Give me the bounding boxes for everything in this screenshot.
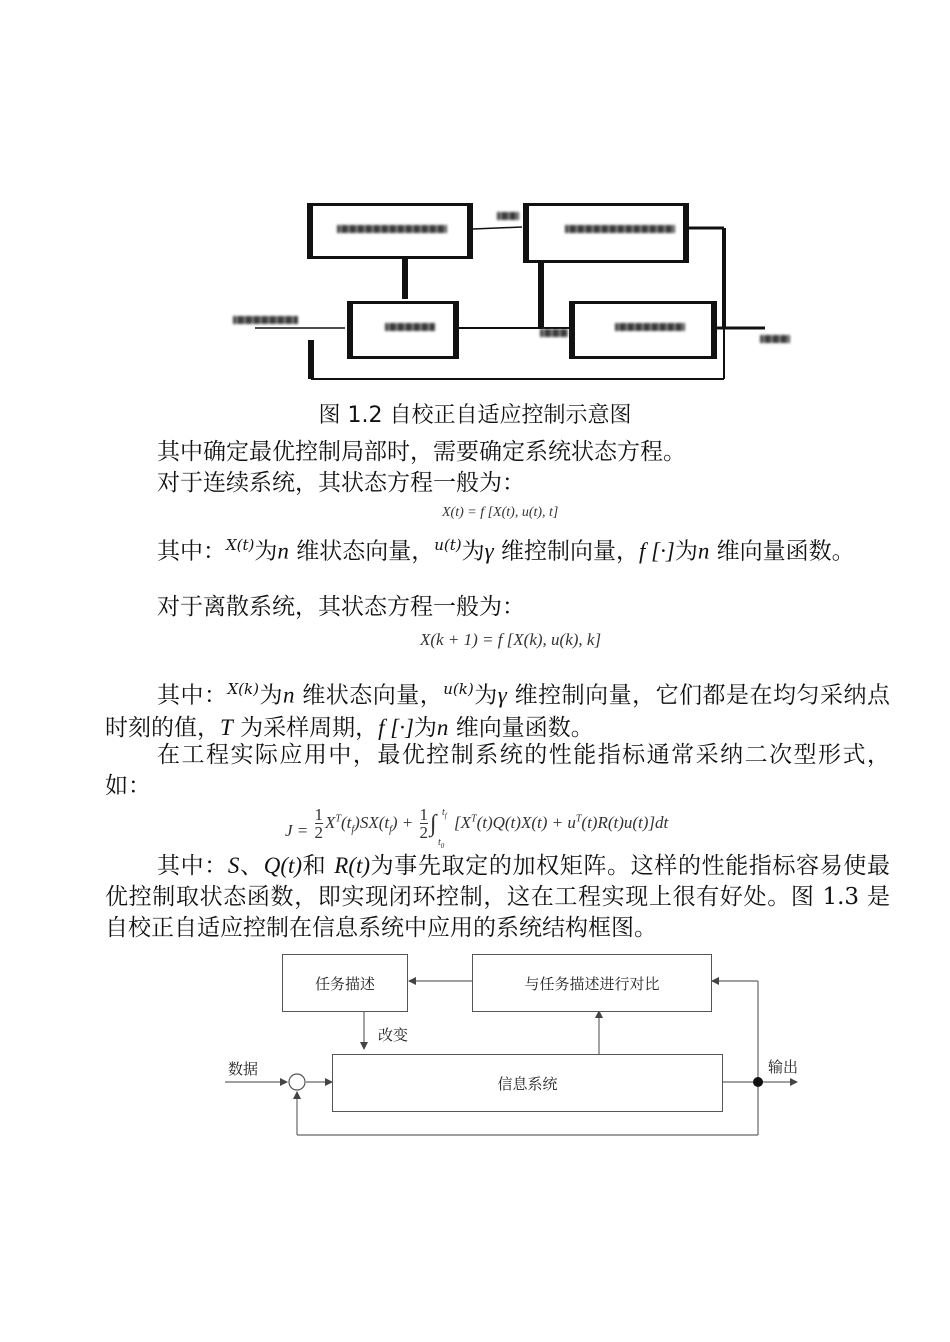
eq-part: X bbox=[325, 812, 336, 832]
fig1-label-blur bbox=[760, 335, 790, 343]
paragraph: 对于连续系统，其状态方程一般为： bbox=[157, 470, 525, 496]
var-f: f [·] bbox=[378, 714, 414, 740]
integral-upper bbox=[442, 807, 447, 820]
change-label: 改变 bbox=[378, 1026, 409, 1044]
eq-sup: T bbox=[575, 813, 582, 825]
text: 其中： bbox=[157, 538, 226, 565]
eq-part: J = bbox=[285, 820, 313, 840]
summing-junction bbox=[289, 1074, 305, 1090]
eq-part: )SX(t bbox=[354, 812, 390, 832]
paragraph: 对于离散系统，其状态方程一般为： bbox=[157, 594, 525, 620]
text: 为采样周期， bbox=[232, 714, 379, 741]
integral-lower bbox=[438, 837, 444, 850]
fig1-label-blur bbox=[233, 316, 298, 324]
integral-sign: ∫ bbox=[430, 810, 437, 837]
integral bbox=[430, 806, 448, 850]
information-system-box: 信息系统 bbox=[332, 1054, 723, 1112]
paragraph: 其中确定最优控制局部时，需要确定系统状态方程。 bbox=[157, 439, 686, 465]
figure-1-2-caption: 图 1.2 自校正自适应控制示意图 bbox=[318, 403, 632, 428]
numerator: 1 bbox=[314, 805, 324, 824]
eq-sup: T bbox=[471, 813, 477, 825]
paragraph bbox=[105, 850, 890, 944]
text: 维状态向量， bbox=[294, 682, 444, 709]
var-q: Q(t) bbox=[263, 853, 303, 878]
text: 维状态向量， bbox=[288, 538, 435, 565]
var-n: n bbox=[436, 714, 449, 740]
task-description-box: 任务描述 bbox=[282, 954, 408, 1012]
fraction bbox=[420, 806, 429, 842]
text: 为 bbox=[413, 714, 437, 741]
eq-part: t bbox=[438, 836, 441, 848]
denominator: 2 bbox=[314, 823, 324, 842]
text: 为 bbox=[258, 682, 283, 709]
text: 其中： bbox=[157, 682, 228, 709]
fig1-label-blur bbox=[615, 323, 685, 331]
text: 为 bbox=[674, 538, 698, 565]
var-n: n bbox=[277, 538, 289, 564]
text: 维向量函数。 bbox=[448, 714, 594, 741]
text: 为 bbox=[461, 538, 485, 565]
var-gamma: γ bbox=[484, 538, 494, 564]
eq-sub: 0 bbox=[440, 841, 445, 850]
text: 其中： bbox=[157, 853, 228, 879]
var-n: n bbox=[697, 538, 710, 564]
data-label: 数据 bbox=[228, 1060, 259, 1078]
var-gamma: γ bbox=[497, 682, 507, 708]
text: 和 bbox=[302, 853, 335, 879]
numerator: 1 bbox=[419, 805, 429, 824]
eq-part: (t)R(t)u(t)]dt bbox=[581, 812, 669, 832]
var-t: T bbox=[220, 714, 233, 740]
fraction bbox=[315, 806, 324, 842]
var-u-t: u(t) bbox=[434, 536, 462, 554]
text: 、 bbox=[239, 853, 264, 879]
paragraph: 在工程实际应用中，最优控制系统的性能指标通常采纳二次型形式，如： bbox=[105, 742, 890, 799]
denominator: 2 bbox=[419, 823, 429, 842]
fig1-label-blur bbox=[565, 225, 675, 233]
text: 维向量函数。 bbox=[709, 538, 855, 565]
figure-1-2 bbox=[225, 195, 805, 390]
text: 为 bbox=[254, 538, 278, 565]
var-x-t: X(t) bbox=[226, 536, 255, 554]
eq-sub: f bbox=[389, 824, 392, 836]
fig1-label-blur bbox=[385, 323, 435, 331]
var-f: f [·] bbox=[639, 538, 675, 564]
eq-sub: f bbox=[444, 811, 447, 820]
fig1-label-blur bbox=[540, 329, 568, 337]
paragraph bbox=[105, 674, 890, 744]
eq-part: (t bbox=[340, 812, 352, 832]
output-node bbox=[753, 1077, 763, 1087]
output-label: 输出 bbox=[768, 1058, 799, 1076]
eq-part: t bbox=[442, 806, 445, 818]
eq-sub: f bbox=[351, 824, 355, 836]
figure-1-3 bbox=[220, 950, 820, 1140]
eq-part: [X bbox=[454, 812, 472, 832]
fig1-block-top-right bbox=[523, 203, 689, 263]
fig1-label-blur bbox=[497, 212, 519, 220]
text: 为事先取定的加权矩阵。这样的性能指标容易使最优控制取状态函数，即实现闭环控制，这在工程实现上很有好处。图 1.3 是自校正自适应控制在信息系统中应用的系统结构框图。 bbox=[105, 853, 891, 941]
paragraph bbox=[105, 530, 890, 568]
var-s: S bbox=[227, 853, 240, 878]
var-u-k: u(k) bbox=[443, 680, 474, 698]
equation-continuous: X(t) = f [X(t), u(t), t] bbox=[442, 505, 559, 520]
equation-discrete: X(k + 1) = f [X(k), u(k), k] bbox=[420, 630, 602, 649]
var-r: R(t) bbox=[334, 853, 371, 878]
eq-part: ) + bbox=[391, 812, 418, 832]
text: 维控制向量， bbox=[493, 538, 640, 565]
text: 为 bbox=[473, 682, 498, 709]
var-x-k: X(k) bbox=[227, 680, 259, 698]
eq-part: (t)Q(t)X(t) + u bbox=[476, 812, 576, 832]
equation-performance-index bbox=[285, 806, 668, 848]
fig1-label-blur bbox=[337, 225, 447, 233]
eq-sup: T bbox=[335, 813, 341, 825]
var-n: n bbox=[282, 682, 295, 708]
compare-box: 与任务描述进行对比 bbox=[472, 954, 712, 1012]
text: 维控制向量，它们都是在均匀采纳点时刻的值， bbox=[105, 682, 891, 741]
